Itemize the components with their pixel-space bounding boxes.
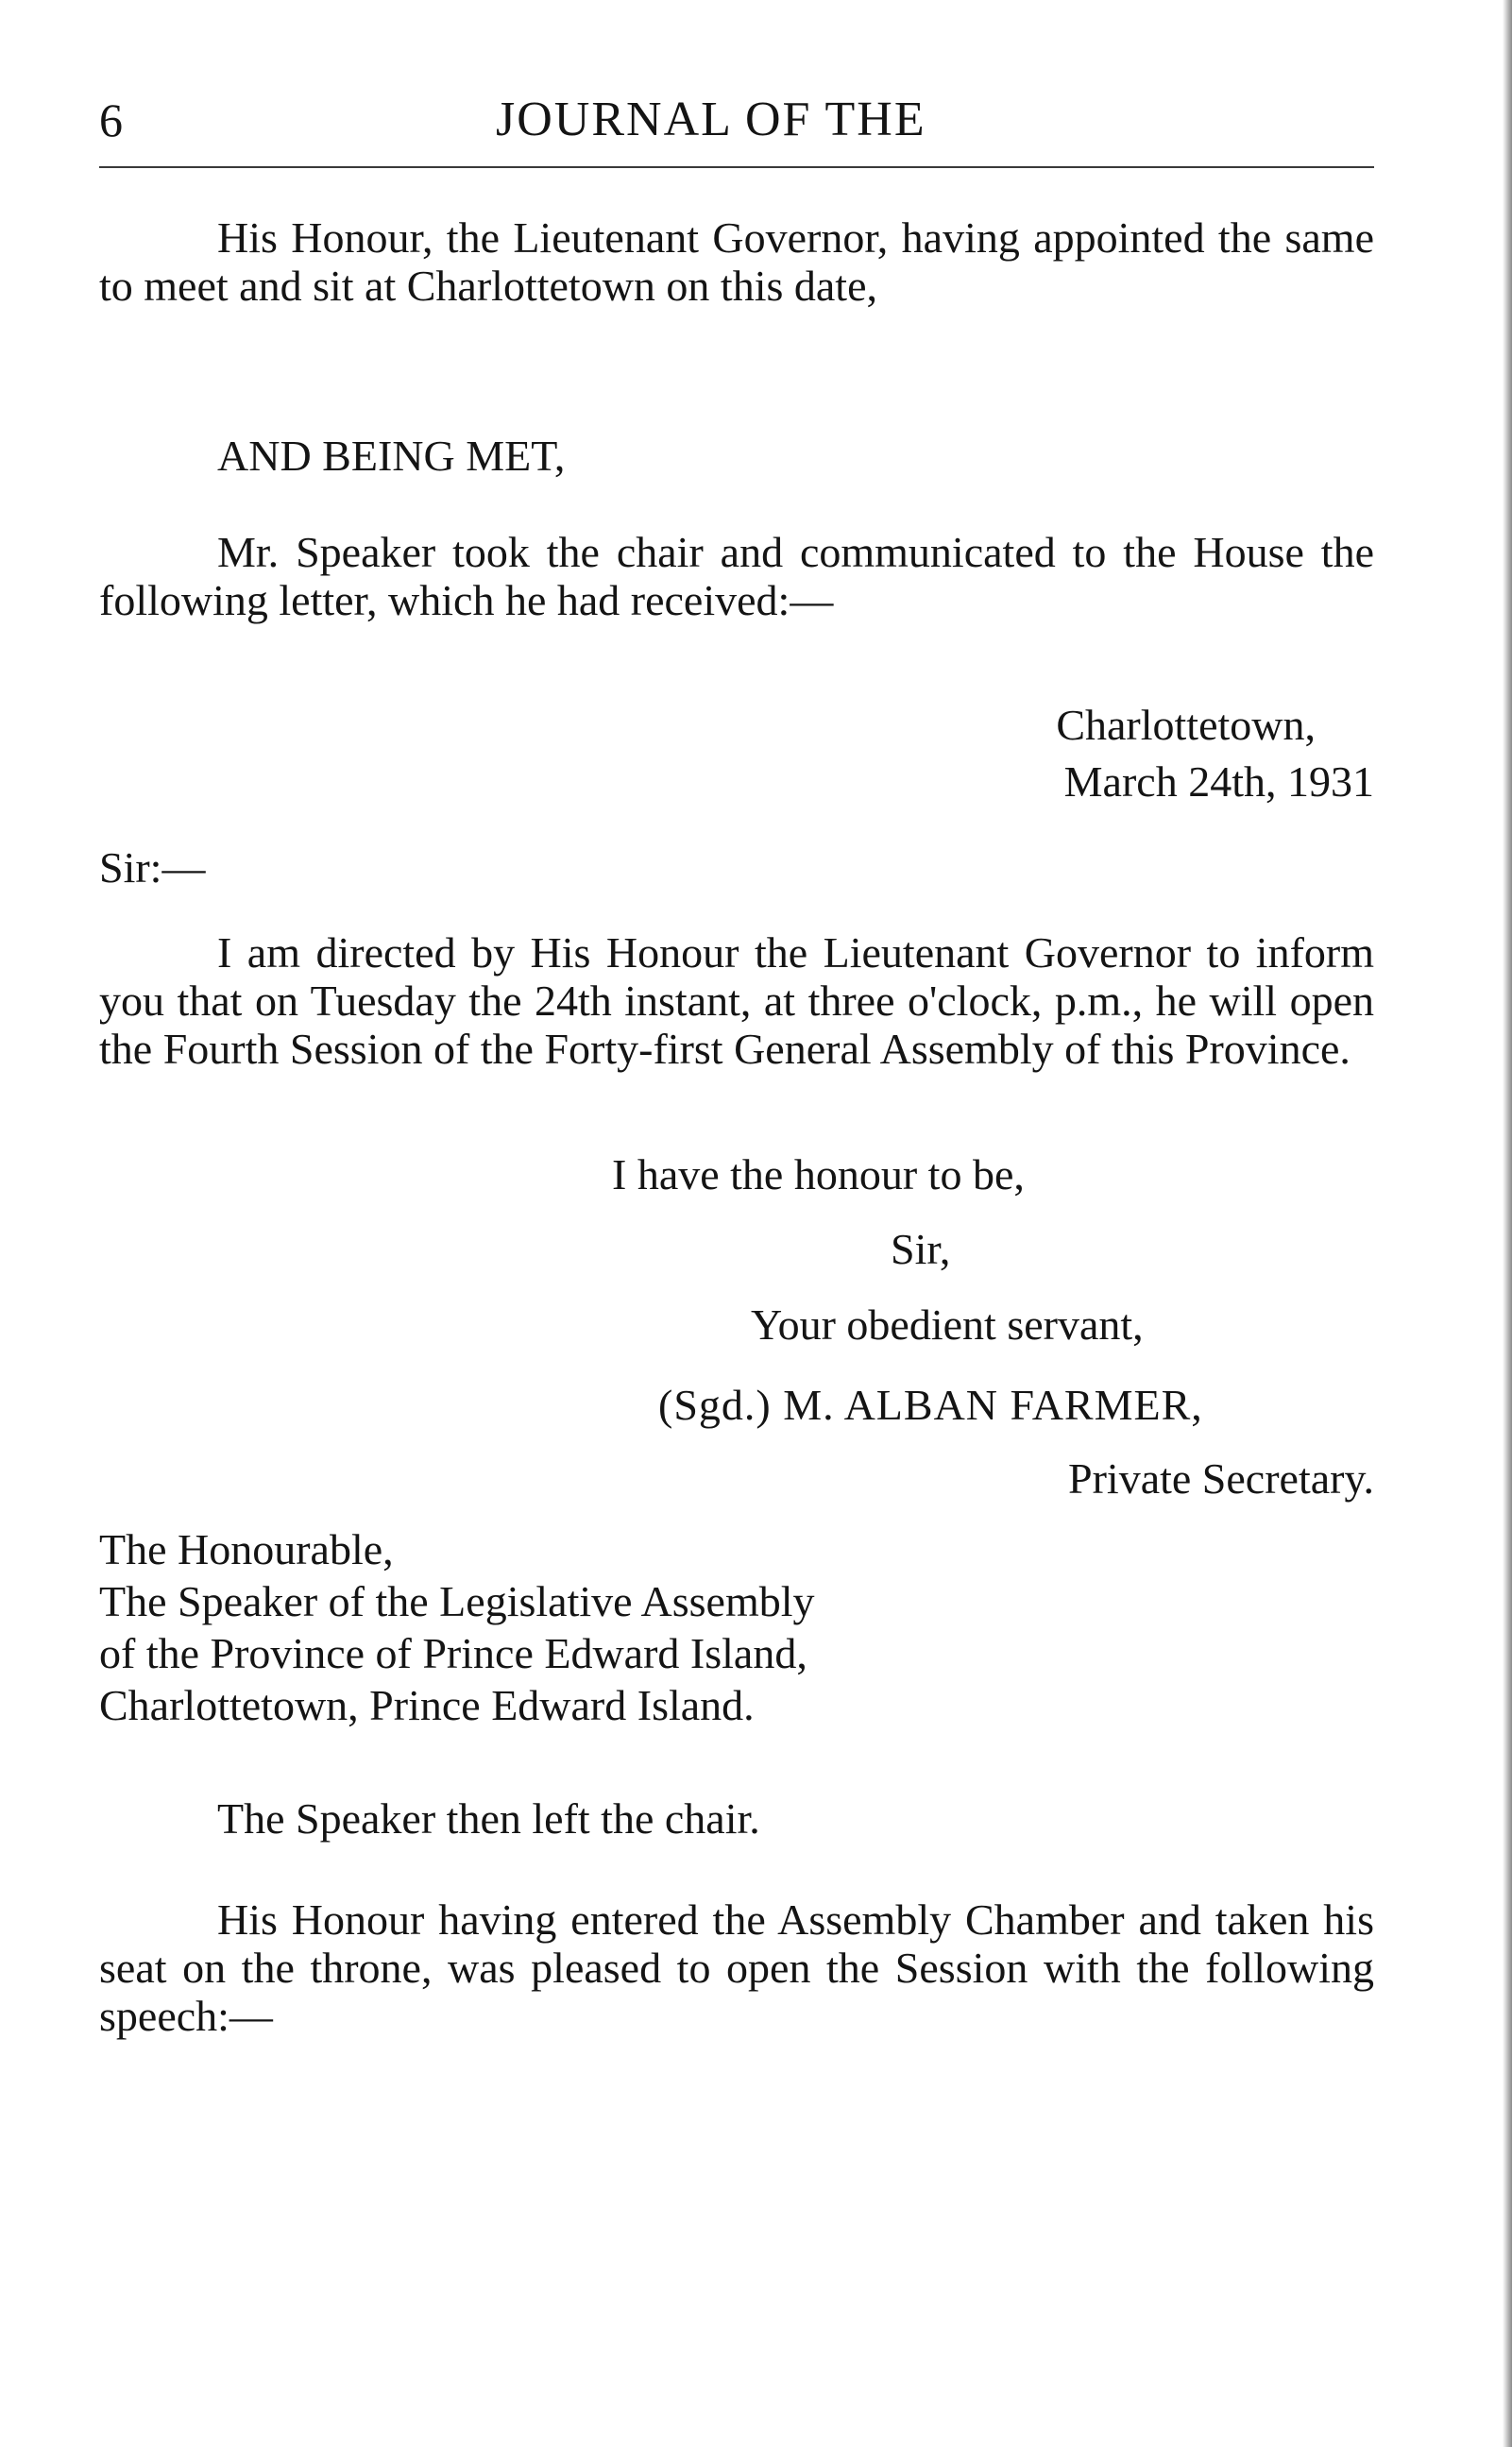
letter-closing: I have the honour to be, bbox=[612, 1150, 1025, 1198]
address-line: The Honourable, bbox=[99, 1525, 394, 1573]
letter-closing-sir: Sir, bbox=[891, 1225, 951, 1273]
throne-paragraph: His Honour having entered the Assembly Chamber and taken his seat on the throne, was pleased to open the Session with the following speech:— bbox=[99, 1895, 1374, 2040]
letter-place: Charlottetown, bbox=[1056, 701, 1316, 749]
intro-paragraph: His Honour, the Lieutenant Governor, having appointed the same to meet and sit at Charlottetown on this date, bbox=[99, 213, 1374, 310]
address-line: The Speaker of the Legislative Assembly bbox=[99, 1577, 815, 1625]
being-met-heading: AND BEING MET, bbox=[217, 432, 566, 480]
header-rule bbox=[99, 166, 1374, 168]
letter-signature: (Sgd.) M. ALBAN FARMER, bbox=[658, 1381, 1203, 1429]
address-line: Charlottetown, Prince Edward Island. bbox=[99, 1681, 755, 1729]
letter-signer-title: Private Secretary. bbox=[1068, 1454, 1374, 1503]
letter-closing-servant: Your obedient servant, bbox=[751, 1300, 1144, 1349]
page-number: 6 bbox=[99, 93, 123, 146]
letter-address bbox=[99, 1523, 815, 1731]
speaker-paragraph: Mr. Speaker took the chair and communicated to the House the following letter, which he had received:— bbox=[99, 528, 1374, 624]
page-header bbox=[99, 87, 1374, 153]
letter-date: March 24th, 1931 bbox=[1063, 757, 1374, 806]
address-line: of the Province of Prince Edward Island, bbox=[99, 1629, 807, 1677]
running-head: JOURNAL OF THE bbox=[496, 93, 926, 146]
letter-salutation: Sir:— bbox=[99, 843, 206, 892]
speaker-left-line: The Speaker then left the chair. bbox=[217, 1794, 760, 1843]
letter-body: I am directed by His Honour the Lieutenant Governor to inform you that on Tuesday the 24th instant, at three o'clock, p.m., he will open the Fourth Session of the Forty-first General Assembly of this Province. bbox=[99, 928, 1374, 1073]
page-edge-shadow bbox=[1503, 0, 1512, 2447]
